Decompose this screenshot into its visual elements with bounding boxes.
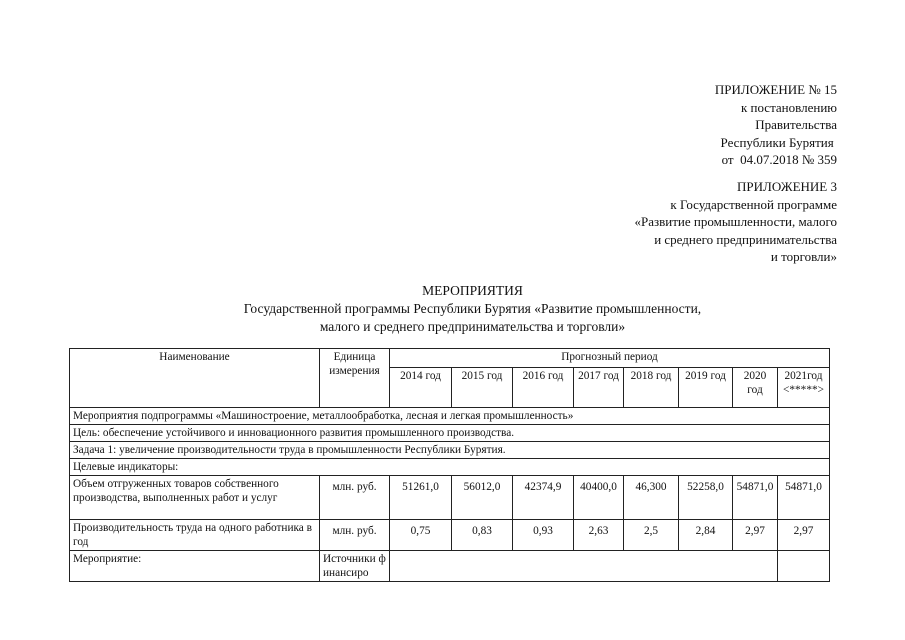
header-year: 2019 год [679,368,733,408]
section-row: Задача 1: увеличение производительности труда в промышленности Республики Бурятия. [70,442,830,459]
appendix-15-line: Правительства [755,117,837,132]
row-value: 0,83 [452,520,513,551]
row-value: 51261,0 [390,476,452,520]
section-row: Целевые индикаторы: [70,459,830,476]
row-value: 2,63 [574,520,624,551]
header-year: 2018 год [624,368,679,408]
header-year: 2014 год [390,368,452,408]
title-line: Государственной программы Республики Бурятия «Развитие промышленности, [243,301,702,316]
row-value: 40400,0 [574,476,624,520]
row-value: 54871,0 [733,476,778,520]
header-name: Наименование [70,349,320,408]
appendix-15-block [715,81,837,169]
appendix-3-block [635,178,838,266]
appendix-15-line: к постановлению [740,99,837,115]
document-title [0,282,905,336]
appendix-15-line: от 04.07.2018 № 359 [721,152,837,167]
appendix-3-line: к Государственной программе [670,196,837,212]
row-value: 0,75 [390,520,452,551]
header-year: 2020 год [733,368,778,408]
header-unit-line: измерения [329,365,380,377]
appendix-3-line: ПРИЛОЖЕНИЕ 3 [737,179,837,194]
appendix-3-line: и среднего предпринимательства [654,231,837,247]
row-name: Мероприятие: [70,551,320,582]
header-year: 2016 год [513,368,574,408]
header-year: 2015 год [452,368,513,408]
row-unit: млн. руб. [320,476,390,520]
title-line: малого и среднего предпринимательства и торговли» [319,319,626,334]
row-value: 56012,0 [452,476,513,520]
row-value: 2,5 [624,520,679,551]
row-value: 42374,9 [513,476,574,520]
measures-table [69,348,830,582]
row-value: 0,93 [513,520,574,551]
header-year: 2017 год [574,368,624,408]
row-value: 46,300 [624,476,679,520]
row-value: 2,84 [679,520,733,551]
appendix-3-line: «Развитие промышленности, малого [634,214,837,229]
appendix-15-line: Республики Бурятия [720,134,837,150]
header-unit-line: Единица [333,351,376,363]
appendix-15-line: ПРИЛОЖЕНИЕ № 15 [714,82,837,97]
row-unit: млн. руб. [320,520,390,551]
appendix-3-line: и торговли» [770,249,837,264]
section-row: Мероприятия подпрограммы «Машиностроение, металлообработка, лесная и легкая промышленность» [70,408,830,425]
row-value: 52258,0 [679,476,733,520]
row-name: Производительность труда на одного работника в год [70,520,320,551]
row-unit: Источники финансиро [320,551,390,582]
row-value: 54871,0 [778,476,830,520]
row-value: 2,97 [778,520,830,551]
header-unit [320,349,390,408]
header-forecast: Прогнозный период [390,349,830,368]
row-value: 2,97 [733,520,778,551]
header-year: 2021год <*****> [778,368,830,408]
title-heading: МЕРОПРИЯТИЯ [422,283,523,298]
section-row: Цель: обеспечение устойчивого и инновационного развития промышленного производства. [70,425,830,442]
row-empty [390,551,778,582]
row-empty [778,551,830,582]
row-name: Объем отгруженных товаров собственного производства, выполненных работ и услуг [70,476,320,520]
